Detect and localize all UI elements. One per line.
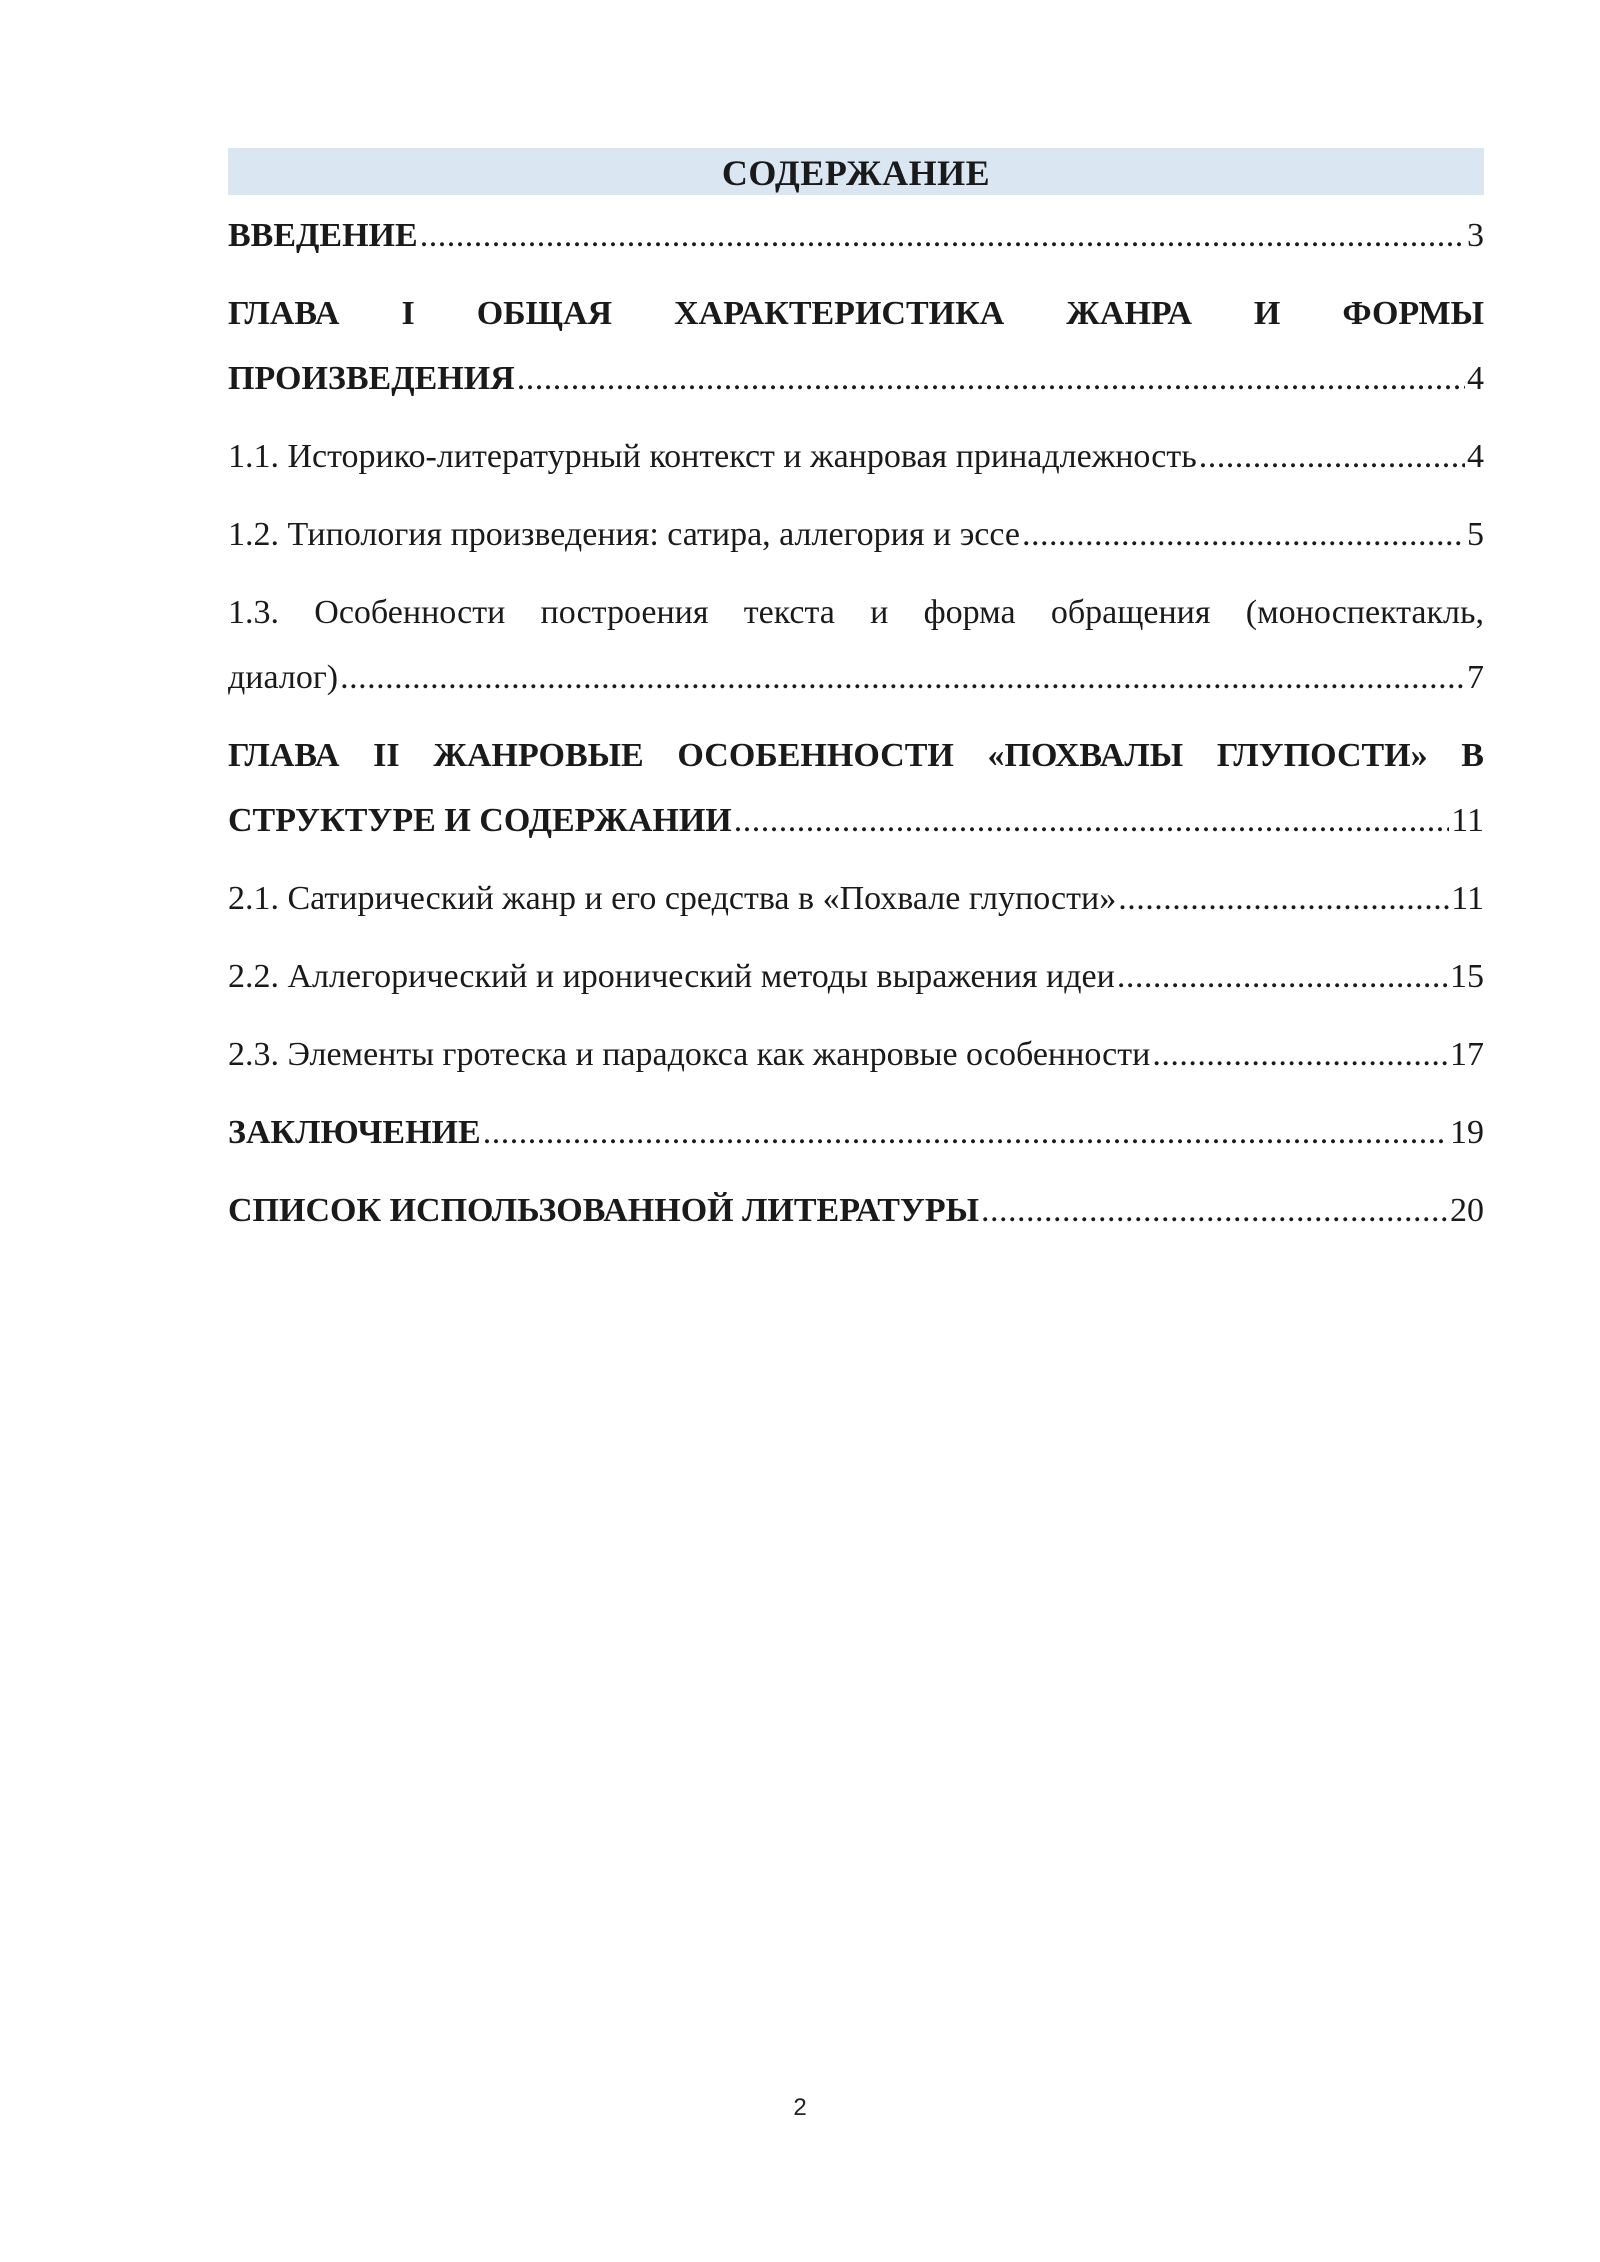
toc-title: СОДЕРЖАНИЕ [228,148,1484,195]
toc-entry-section [228,424,1484,489]
toc-entry-line [228,203,1484,268]
toc-entry-title: СПИСОК ИСПОЛЬЗОВАННОЙ ЛИТЕРАТУРЫ [228,1192,979,1229]
toc-entry-title: СТРУКТУРЕ И СОДЕРЖАНИИ [228,802,732,839]
dot-leader [734,788,1450,853]
toc-entry-section [228,944,1484,1009]
dot-leader [1117,944,1448,1009]
toc-entry-page-number: 11 [1451,802,1484,839]
toc-entry-line [228,1022,1484,1087]
toc-entries [228,203,1484,1243]
dot-leader [1022,502,1465,567]
toc-entry-page-number: 4 [1467,438,1484,475]
toc-entry-page-number: 4 [1467,360,1484,397]
dot-leader [1152,1022,1448,1087]
dot-leader [483,1100,1448,1165]
toc-entry-page-number: 19 [1450,1114,1484,1151]
toc-entry-chapter [228,723,1484,853]
toc-entry-chapter [228,203,1484,268]
toc-entry-section [228,580,1484,710]
toc-entry-title: 2.2. Аллегорический и иронический методы выражения идеи [228,958,1115,995]
toc-entry-page-number: 15 [1450,958,1484,995]
toc-entry-page-number: 7 [1467,659,1484,696]
dot-leader [420,203,1465,268]
toc-entry-line [228,866,1484,931]
toc-entry-page-number: 3 [1467,217,1484,254]
dot-leader [1199,424,1465,489]
dot-leader [1118,866,1449,931]
toc-entry-line [228,1100,1484,1165]
toc-entry-page-number: 5 [1467,516,1484,553]
dot-leader [340,645,1465,710]
toc-entry-wrapped-line: ГЛАВА I ОБЩАЯ ХАРАКТЕРИСТИКА ЖАНРА И ФОРМЫ [228,295,1484,332]
toc-entry-page-number: 11 [1451,880,1484,917]
toc-entry-title: ПРОИЗВЕДЕНИЯ [228,360,515,397]
page-number: 2 [793,2094,807,2121]
toc-entry-line [228,1178,1484,1243]
toc-entry-chapter [228,1178,1484,1243]
toc-entry-title: 1.1. Историко-литературный контекст и жанровая принадлежность [228,438,1197,475]
toc-entry-chapter [228,1100,1484,1165]
toc-entry-line [228,502,1484,567]
dot-leader [517,346,1465,411]
toc-entry-title: ВВЕДЕНИЕ [228,217,418,254]
toc-entry-title: ЗАКЛЮЧЕНИЕ [228,1114,481,1151]
toc-entry-section [228,866,1484,931]
toc-entry-wrapped-line: ГЛАВА II ЖАНРОВЫЕ ОСОБЕННОСТИ «ПОХВАЛЫ ГЛУПОСТИ» В [228,737,1484,774]
toc-entry-title: 2.1. Сатирический жанр и его средства в «Похвале глупости» [228,880,1117,917]
toc-entry-title: 1.2. Типология произведения: сатира, аллегория и эссе [228,516,1020,553]
toc-entry-line [228,424,1484,489]
toc-entry-section [228,1022,1484,1087]
toc-entry-line [228,944,1484,1009]
toc-entry-line [228,788,1484,853]
toc-entry-line [228,645,1484,710]
toc-entry-page-number: 20 [1450,1192,1484,1229]
toc-entry-chapter [228,281,1484,411]
toc-entry-title: 2.3. Элементы гротеска и парадокса как жанровые особенности [228,1036,1151,1073]
toc-entry-line [228,346,1484,411]
toc-entry-title: диалог) [228,659,339,696]
toc-entry-wrapped-line: 1.3. Особенности построения текста и форма обращения (моноспектакль, [228,594,1484,631]
table-of-contents [228,148,1484,1243]
dot-leader [981,1178,1448,1243]
toc-entry-page-number: 17 [1450,1036,1484,1073]
toc-entry-section [228,502,1484,567]
